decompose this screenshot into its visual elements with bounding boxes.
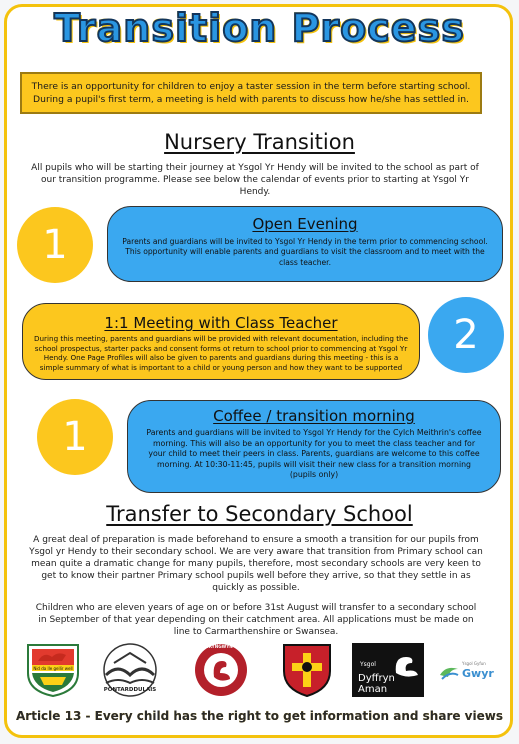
step-body: Parents and guardians will be invited to Ysgol Yr Hendy for the Cylch Meithrin's coffee morning. This will also be an opportunity for you to meet the class teacher and for your child to meet their peers in class. Parents, guardians are welcome to this coffee morning. At 10:30-11:45, pupils will visit their new class for a transition morning (pupils only) xyxy=(146,428,482,480)
secondary-heading xyxy=(0,502,519,526)
logo-bryngwyn xyxy=(186,643,256,697)
logo-name: YSGOL BRYNGWYN SCHOOL xyxy=(188,644,254,649)
cross-shield-icon xyxy=(276,643,338,697)
logo-name: Dyffryn Aman xyxy=(358,673,395,695)
secondary-text-1: A great deal of preparation is made beforehand to ensure a smooth a transition for our pupils from Ysgol yr Hendy to their secondary school. We are very aware that transition from Primary school can mean quite a dramatic change for many pupils, therefore, most secondary schools are very keen to get to know their partner Primary school pupils well before they arrive, so that they settle in as quickly as possible. xyxy=(29,535,483,593)
wave-icon xyxy=(438,663,460,681)
step-number-circle xyxy=(17,207,93,283)
step-title: Coffee / transition morning xyxy=(213,407,415,425)
logo-gwyr xyxy=(436,643,498,697)
logo-small-text: Ysgol Gyfun xyxy=(462,661,486,666)
step-card-open-evening xyxy=(107,206,503,282)
logo-motto: Nid da lle gellir well xyxy=(33,666,73,671)
step-number-circle xyxy=(428,297,504,373)
page-title: Transition Process xyxy=(54,6,465,50)
school-logos xyxy=(18,643,498,697)
swan-icon xyxy=(186,643,256,697)
intro-box xyxy=(20,72,482,114)
secondary-heading-text: Transfer to Secondary School xyxy=(106,502,413,526)
step-body: Parents and guardians will be invited to Ysgol Yr Hendy in the term prior to commencing school. This opportunity will enable parents and guardians to visit the classroom and to meet with the class teacher. xyxy=(122,237,488,267)
step-number: 1 xyxy=(42,222,68,268)
logo-ysgol-hendy xyxy=(22,643,84,697)
logo-cross-school xyxy=(276,643,338,697)
nursery-heading-text: Nursery Transition xyxy=(164,130,355,154)
secondary-text-2: Children who are eleven years of age on or before 31st August will transfer to a secondary school in September of that year depending on their catchment area. All applications must be made on line to Carmarthenshire or Swansea. xyxy=(35,603,477,637)
intro-line-1: There is an opportunity for children to enjoy a taster session in the term before starting school. xyxy=(31,81,471,92)
step-card-meeting xyxy=(22,303,420,380)
intro-line-2: During a pupil's first term, a meeting is held with parents to discuss how he/she has settled in. xyxy=(33,94,469,105)
nursery-intro-text: All pupils who will be starting their journey at Ysgol Yr Hendy will be invited to the school as part of our transition programme. Please see below the calendar of events prior to starting at Ysgol Yr Hendy. xyxy=(31,163,479,197)
step-number: 1 xyxy=(62,414,88,460)
logo-pontarddulais xyxy=(94,643,166,697)
step-body: During this meeting, parents and guardians will be provided with relevant documentation, including the school prospectus, starter packs and consent forms ot return to school prior to commencing at Ysgol Yr Hendy. One Page Profiles will also be given to parents and guardians during this meeting - this is a simple summary of what is important to a child or young person and how they want to be supported xyxy=(33,334,409,372)
step-title: Open Evening xyxy=(252,215,358,233)
logo-dyffryn-aman xyxy=(352,643,424,697)
logo-small-text: Ysgol xyxy=(360,661,376,668)
logo-name: PONTARDDULAIS xyxy=(103,687,157,693)
article-footer: Article 13 - Every child has the right to get information and share views xyxy=(16,709,503,723)
logo-name: Gwyr xyxy=(462,667,494,680)
step-number-circle xyxy=(37,399,113,475)
step-number: 2 xyxy=(453,312,479,358)
step-title: 1:1 Meeting with Class Teacher xyxy=(104,314,338,332)
step-card-coffee-morning xyxy=(127,400,501,493)
nursery-heading xyxy=(0,130,519,154)
